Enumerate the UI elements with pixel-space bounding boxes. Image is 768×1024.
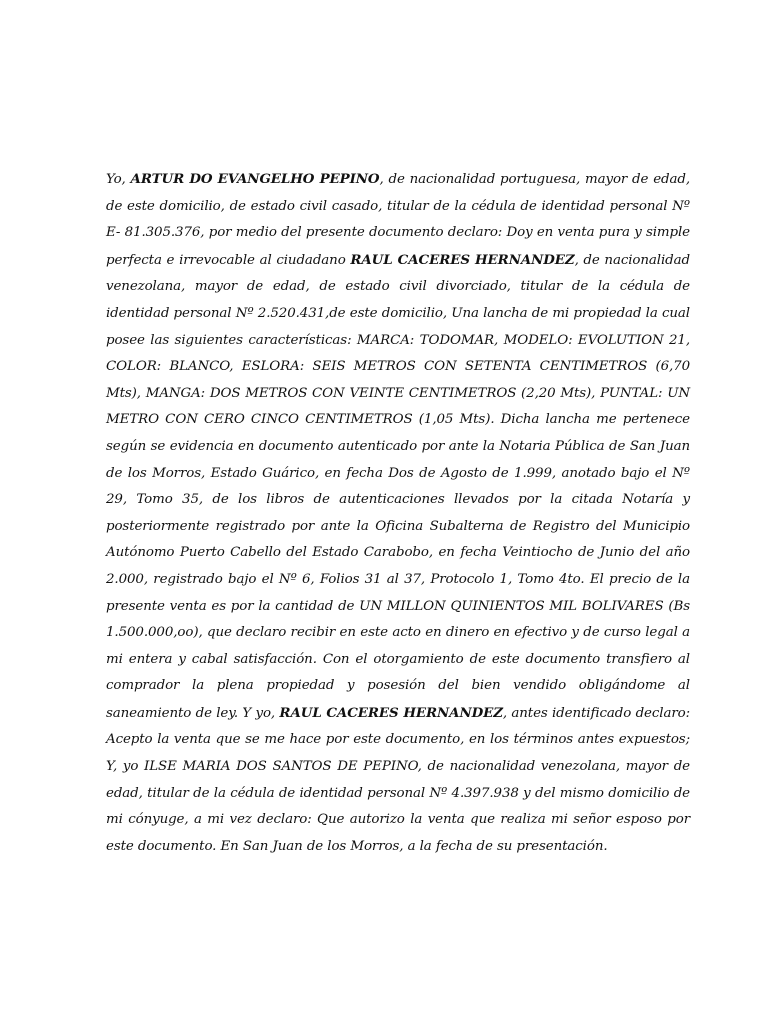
text-segment: , de nacionalidad venezolana, mayor de edad, de estado civil divorciado, titular de la cédula de identidad personal Nº 2.520.431,de este domicilio, Una lancha de mi propiedad la cual posee las siguientes características: MARCA: TODOMAR, MODELO: EVOLUTION 21, COLOR: BLANCO, ESLORA: SEIS METROS CON SETENTA CENTIMETROS (6,70 Mts), MANGA: DOS METROS CON VEINTE CENTIMETROS (2,20 Mts), PUNTAL: UN METRO CON CERO CINCO CENTIMETROS (1,05 Mts). Dicha lancha me pertenece según se evidencia en documento autenticado por ante la Notaria Pública de San Juan de los Morros, Estado Guárico, en fecha Dos de Agosto de 1.999, anotado bajo el Nº 29, Tomo 35, de los libros de autenticaciones llevados por la citada Notaría y posteriormente registrado por ante la Oficina Subalterna de Registro del Municipio Autónomo Puerto Cabello del Estado Carabobo, en fecha Veintiocho de Junio del año 2.000, registrado bajo el Nº 6, Folios 31 al 37, Protocolo 1, Tomo 4to. El precio de la presente venta es por la cantidad de UN MILLON QUINIENTOS MIL BOLIVARES (Bs 1.500.000,oo), que declaro recibir en este acto en dinero en efectivo y de curso legal a mi entera y cabal satisfacción. Con el otorgamiento de este documento transfiero al comprador la plena propiedad y posesión del bien vendido obligándome al saneamiento de ley. Y yo, <box>106 252 690 721</box>
text-segment: , antes identificado declaro: Acepto la venta que se me hace por este documento, en los términos antes expuestos; Y, yo ILSE MARIA DOS SANTOS DE PEPINO, de nacionalidad venezolana, mayor de edad, titular de la cédula de identidad personal Nº 4.397.938 y del mismo domicilio de mi cónyuge, a mi vez declaro: Que autorizo la venta que realiza mi señor esposo por este documento. En San Juan de los Morros, a la fecha de su presentación. <box>106 705 690 854</box>
text-segment: Yo, <box>106 172 131 187</box>
text-segment: , de nacionalidad portuguesa, mayor de edad, de este domicilio, de estado civil casado, titular de la cédula de identidad personal Nº E- 81.305.376, por medio del presente documento declaro: Doy en venta pura y simple perfecta e irrevocable al ciudadano <box>106 172 691 268</box>
buyer-name: RAUL CACERES HERNANDEZ <box>350 251 575 268</box>
document-body-paragraph <box>106 166 690 860</box>
seller-name: ARTUR DO EVANGELHO PEPINO <box>130 171 380 187</box>
buyer-name: RAUL CACERES HERNANDEZ <box>279 704 503 721</box>
